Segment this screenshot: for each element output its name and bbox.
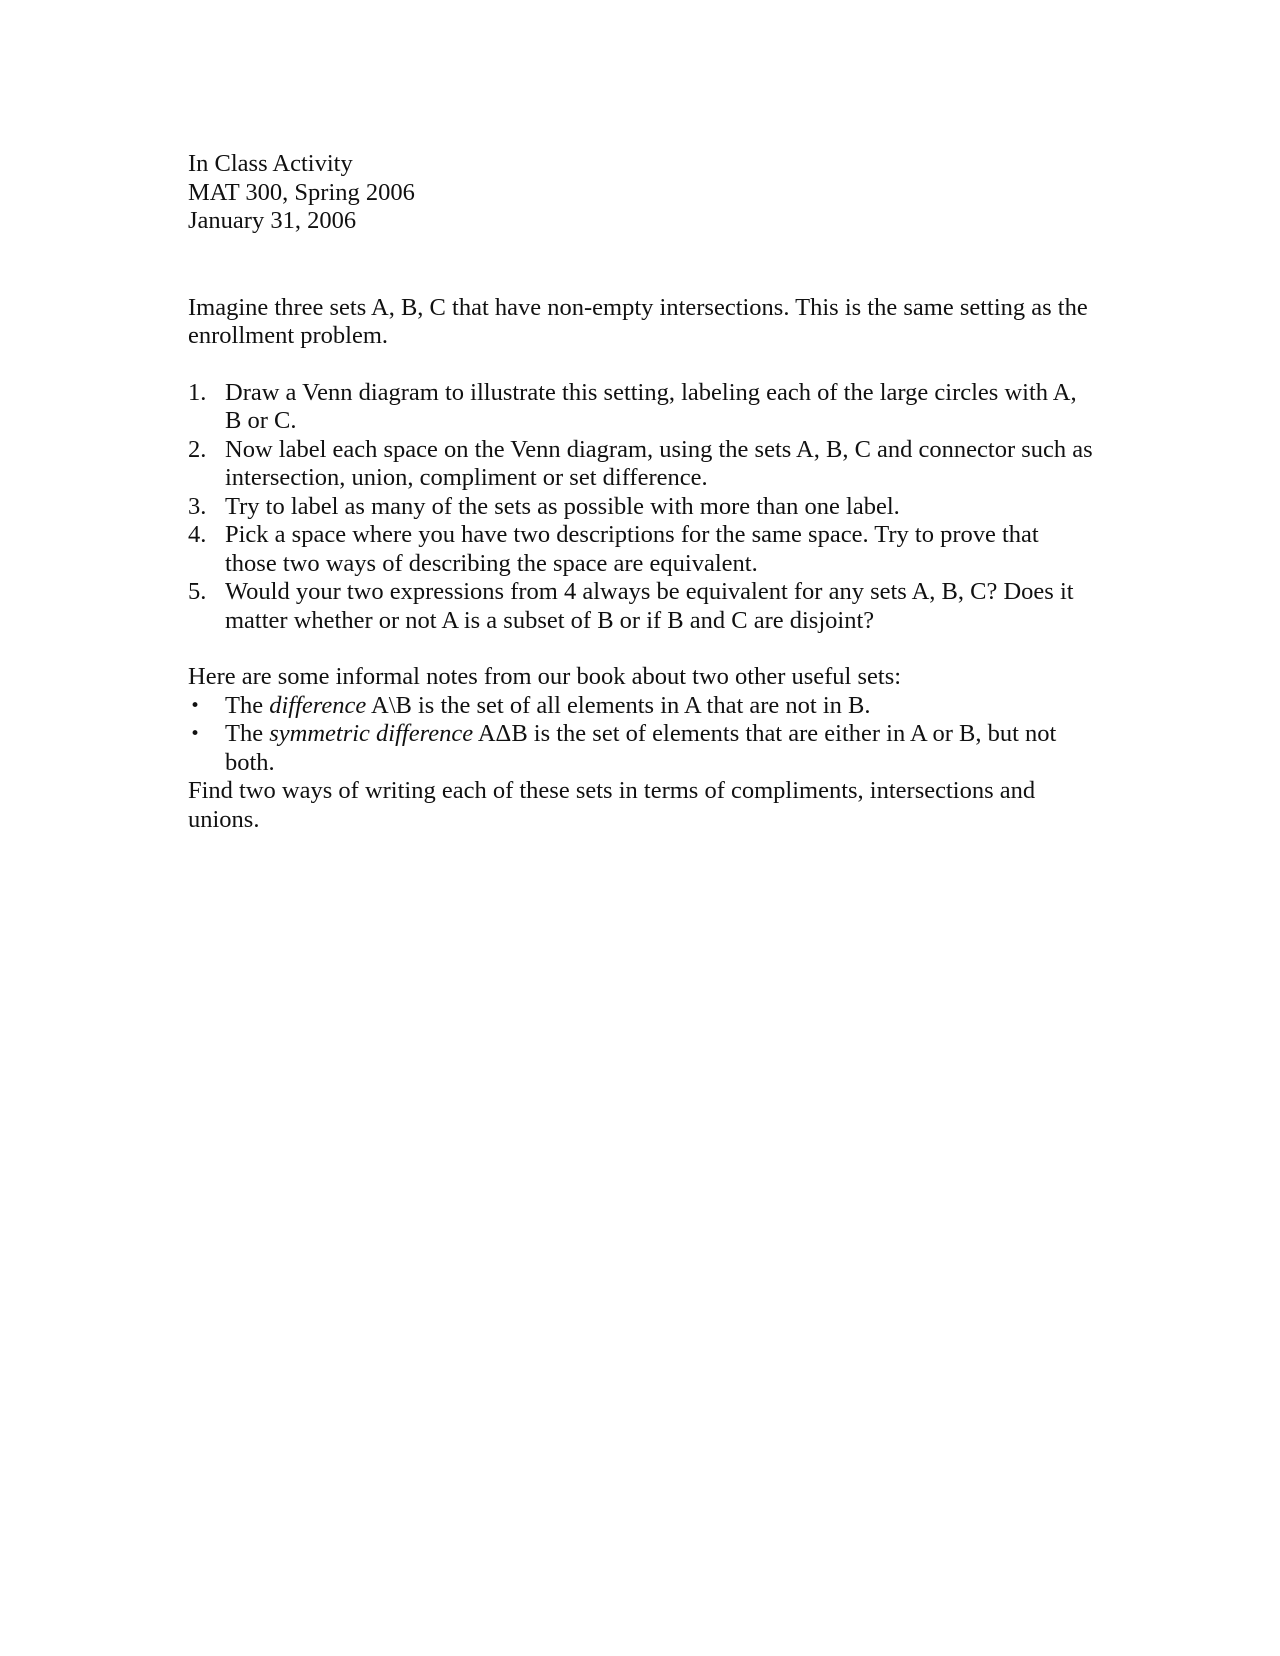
document-page — [188, 150, 1093, 834]
task-item — [188, 493, 1093, 522]
task-text: Pick a space where you have two descriptions for the same space. Try to prove that those two ways of describing the space are equivalent. — [225, 521, 1039, 577]
notes-term: symmetric difference — [269, 720, 474, 747]
task-item — [188, 578, 1093, 635]
task-text: Would your two expressions from 4 always be equivalent for any sets A, B, C? Does it matter whether or not A is a subset of B or if B and C are disjoint? — [225, 578, 1074, 634]
notes-intro: Here are some informal notes from our book about two other useful sets: — [188, 663, 902, 690]
task-item — [188, 436, 1093, 493]
document-title: In Class Activity — [188, 150, 353, 177]
course-label: MAT 300, Spring 2006 — [188, 178, 415, 206]
intro-paragraph: Imagine three sets A, B, C that have non-empty intersections. This is the same setting as the enrollment problem. — [188, 293, 1088, 349]
document-date: January 31, 2006 — [188, 207, 357, 234]
notes-term: difference — [269, 691, 367, 719]
task-number: 2. — [188, 435, 207, 463]
bullet-icon: • — [190, 724, 201, 744]
task-text: Try to label as many of the sets as possible with more than one label. — [225, 492, 900, 520]
task-item — [188, 379, 1093, 436]
task-list — [188, 379, 1093, 636]
notes-list — [188, 692, 1093, 778]
bullet-icon: • — [190, 695, 201, 716]
notes-prefix: The — [225, 720, 270, 747]
closing-paragraph: Find two ways of writing each of these sets in terms of compliments, intersections and unions. — [188, 777, 1036, 833]
notes-item-difference — [188, 692, 1093, 721]
task-number: 4. — [188, 521, 207, 548]
notes-prefix: The — [225, 691, 270, 719]
document-header — [188, 150, 1093, 236]
task-number: 3. — [188, 492, 207, 520]
notes-definition: AΔB is the set of elements that are either in A or B, but not both. — [225, 720, 1057, 776]
task-item — [188, 521, 1093, 578]
task-number: 5. — [188, 578, 207, 605]
notes-item-symmetric-difference — [188, 720, 1093, 777]
task-number: 1. — [188, 378, 207, 406]
task-text: Now label each space on the Venn diagram, using the sets A, B, C and connector such as intersection, union, compliment or set difference. — [225, 435, 1093, 491]
task-text: Draw a Venn diagram to illustrate this setting, labeling each of the large circles with A, B or C. — [225, 378, 1077, 434]
notes-definition: A\B is the set of all elements in A that are not in B. — [366, 691, 871, 719]
